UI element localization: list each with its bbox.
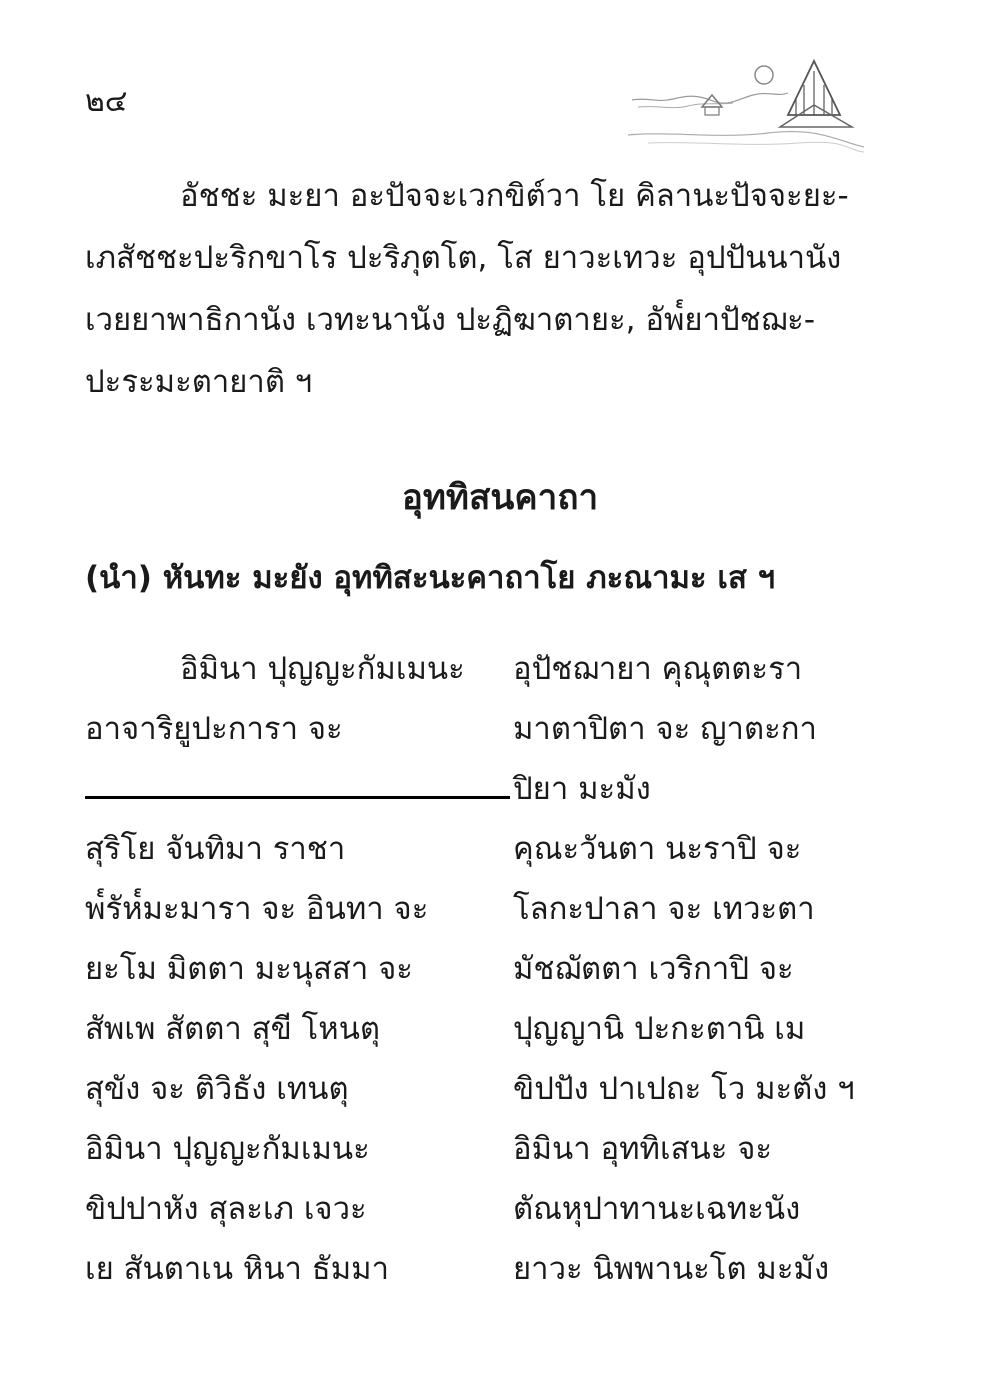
verse-left: สุริโย จันทิมา ราชา xyxy=(85,831,346,867)
verse-right: มาตาปิตา จะ ญาตะกา xyxy=(513,711,817,747)
verse-left: ยะโม มิตตา มะนุสสา จะ xyxy=(85,951,413,987)
paragraph-line: อัชชะ มะยา อะปัจจะเวกขิต์วา โย คิลานะปัจจะยะ- xyxy=(180,178,849,214)
chant-paragraph xyxy=(85,165,875,413)
verse-left: อิมินา ปุญญะกัมเมนะ xyxy=(180,651,465,687)
verse-left: เย สันตาเน หินา ธัมมา xyxy=(85,1251,389,1287)
verse-right: อุปัชฌายา คุณุตตะรา xyxy=(513,651,803,687)
temple-landscape-illustration xyxy=(628,55,864,155)
verse-right: มัชฌัตตา เวริกาปิ จะ xyxy=(513,951,794,987)
verse-right: ปุญญานิ ปะกะตานิ เม xyxy=(513,1011,806,1047)
verse-right: อิมินา อุททิเสนะ จะ xyxy=(513,1131,773,1167)
verse-left: พ๎รัห๎มะมารา จะ อินทา จะ xyxy=(85,891,429,927)
verse-left: สุขัง จะ ติวิธัง เทนตุ xyxy=(85,1071,349,1107)
section-title: อุททิสนคาถา xyxy=(401,478,599,518)
chant-intro: (นำ) หันทะ มะยัง อุททิสะนะคาถาโย ภะณามะ เส ฯ xyxy=(85,560,776,596)
verse-right: ยาวะ นิพพานะโต มะมัง xyxy=(513,1251,830,1287)
paragraph-line: เวยยาพาธิกานัง เวทะนานัง ปะฏิฆาตายะ, อัพ๎ยาปัชฌะ- xyxy=(85,302,816,338)
section-divider xyxy=(85,796,510,799)
verse-right: ปิยา มะมัง xyxy=(513,771,651,807)
verse-right: ขิปปัง ปาเปถะ โว มะตัง ฯ xyxy=(513,1071,855,1107)
verse-left: สัพเพ สัตตา สุขี โหนตุ xyxy=(85,1011,381,1047)
verse-left: อิมินา ปุญญะกัมเมนะ xyxy=(85,1131,370,1167)
verse-right: ตัณหุปาทานะเฉทะนัง xyxy=(513,1191,801,1227)
paragraph-line: เภสัชชะปะริกขาโร ปะริภุตโต, โส ยาวะเทวะ อุปปันนานัง xyxy=(85,240,842,276)
verse-left: ขิปปาหัง สุละเภ เจวะ xyxy=(85,1191,367,1227)
verse-left: อาจาริยูปะการา จะ xyxy=(85,711,343,747)
verse-right: โลกะปาลา จะ เทวะตา xyxy=(513,891,815,927)
page-number: ๒๔ xyxy=(85,84,128,119)
paragraph-line: ปะระมะตายาติ ฯ xyxy=(85,364,313,400)
verse-right: คุณะวันตา นะราปิ จะ xyxy=(513,831,802,867)
